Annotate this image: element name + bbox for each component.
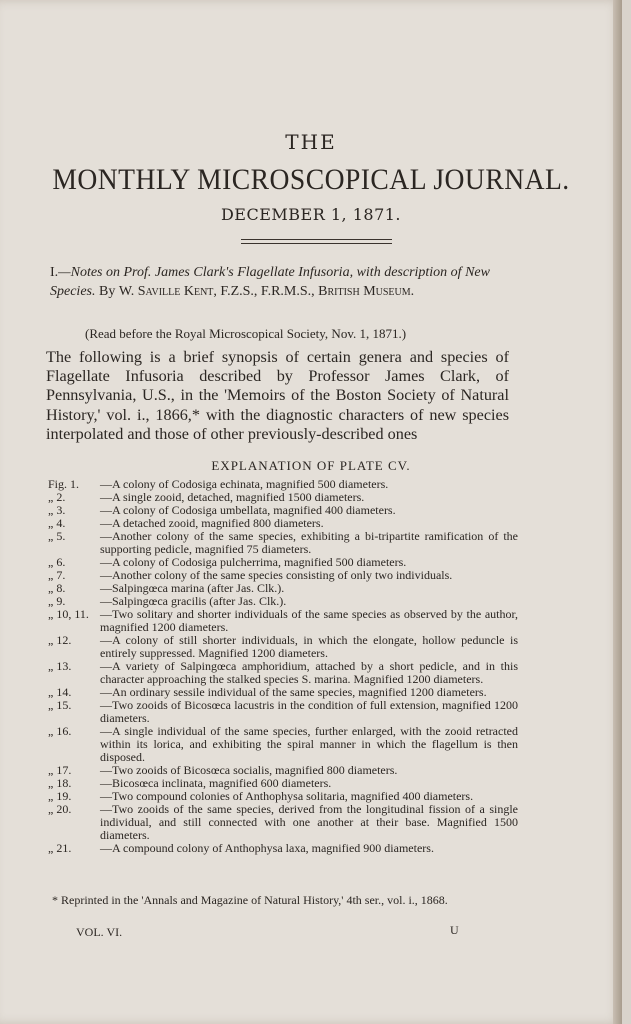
- figure-item: [48, 660, 518, 686]
- figure-item: [48, 803, 518, 842]
- figure-label: „ 19.: [48, 789, 72, 803]
- read-note: (Read before the Royal Microscopical Society, Nov. 1, 1871.): [85, 326, 407, 341]
- figure-list: [48, 478, 518, 855]
- figure-label: „ 8.: [48, 581, 66, 595]
- figure-item: [48, 634, 518, 660]
- figure-description: —A variety of Salpingœca amphoridium, attached by a short pedicle, and in this character approaching the stalked species S. marina. Magnified 1200 diameters.: [100, 659, 518, 686]
- article-author: W. Saville Kent, F.Z.S., F.R.M.S., British Museum.: [118, 284, 415, 299]
- figure-item: [48, 699, 518, 725]
- figure-description: —A colony of Codosiga echinata, magnified 500 diameters.: [100, 477, 389, 491]
- article-body: The following is a brief synopsis of certain genera and species of Flagellate Infusoria described by Professor James Clark, of Pennsylvania, U.S., in the 'Memoirs of the Boston Society of Natural History,' vol. i., 1866,* with the diagnostic characters of new species interpolated and those of other previously-described ones: [46, 348, 509, 443]
- figure-item: [48, 725, 518, 764]
- figure-label: „ 21.: [48, 841, 72, 855]
- figure-label: Fig. 1.: [48, 477, 80, 491]
- article-title: —Notes on Prof. James Clark's Flagellate Infusoria, with description of New Species.: [50, 265, 490, 299]
- figure-description: —Two solitary and shorter individuals of the same species as observed by the author, magnified 1200 diameters.: [100, 607, 518, 634]
- article-number: I.: [50, 265, 59, 280]
- figure-description: —A colony of still shorter individuals, in which the elongate, hollow peduncle is entirely suppressed. Magnified 1200 diameters.: [100, 633, 518, 660]
- figure-label: „ 5.: [48, 529, 66, 543]
- figure-label: „ 18.: [48, 776, 72, 790]
- figure-label: „ 9.: [48, 594, 66, 608]
- plate-heading: EXPLANATION OF PLATE CV.: [211, 458, 411, 473]
- journal-title: MONTHLY MICROSCOPICAL JOURNAL.: [52, 163, 570, 196]
- figure-label: „ 4.: [48, 516, 66, 530]
- figure-label: „ 10, 11.: [48, 607, 89, 621]
- figure-label: „ 6.: [48, 555, 66, 569]
- figure-label: „ 12.: [48, 633, 72, 647]
- figure-description: —Bicosœca inclinata, magnified 600 diameters.: [100, 776, 332, 790]
- issue-date: DECEMBER 1, 1871.: [220, 205, 402, 224]
- figure-item: [48, 608, 518, 634]
- figure-label: „ 14.: [48, 685, 72, 699]
- figure-label: „ 15.: [48, 698, 72, 712]
- figure-label: „ 17.: [48, 763, 72, 777]
- figure-label: „ 13.: [48, 659, 72, 673]
- figure-description: —Two zooids of Bicosœca lacustris in the condition of full extension, magnified 1200 diameters.: [100, 698, 518, 725]
- figure-label: „ 16.: [48, 724, 72, 738]
- figure-label: „ 7.: [48, 568, 66, 582]
- figure-description: —A compound colony of Anthophysa laxa, magnified 900 diameters.: [100, 841, 434, 855]
- footnote: * Reprinted in the 'Annals and Magazine of Natural History,' 4th ser., vol. i., 1868.: [52, 893, 448, 907]
- header-the: THE: [285, 130, 337, 154]
- figure-item: [48, 530, 518, 556]
- figure-description: —A colony of Codosiga umbellata, magnified 400 diameters.: [100, 503, 396, 517]
- article-by: By: [98, 284, 116, 299]
- figure-description: —Salpingœca marina (after Jas. Clk.).: [100, 581, 285, 595]
- figure-description: —Salpingœca gracilis (after Jas. Clk.).: [100, 594, 287, 608]
- figure-label: „ 3.: [48, 503, 66, 517]
- figure-description: —Another colony of the same species consisting of only two individuals.: [100, 568, 453, 582]
- figure-item: [48, 842, 518, 855]
- signature-mark: U: [450, 923, 459, 937]
- figure-description: —A detached zooid, magnified 800 diameters.: [100, 516, 324, 530]
- figure-label: „ 2.: [48, 490, 66, 504]
- figure-description: —An ordinary sessile individual of the same species, magnified 1200 diameters.: [100, 685, 487, 699]
- figure-description: —Two zooids of Bicosœca socialis, magnified 800 diameters.: [100, 763, 398, 777]
- figure-description: —Another colony of the same species, exhibiting a bi-tripartite ramification of the supporting pedicle, magnified 75 diameters.: [100, 529, 518, 556]
- figure-label: „ 20.: [48, 802, 72, 816]
- figure-description: —Two compound colonies of Anthophysa solitaria, magnified 400 diameters.: [100, 789, 474, 803]
- figure-description: —A colony of Codosiga pulcherrima, magnified 500 diameters.: [100, 555, 407, 569]
- figure-description: —A single individual of the same species, further enlarged, with the zooid retracted within its lorica, and exhibiting the spiral manner in which the flagellum is then disposed.: [100, 724, 518, 764]
- figure-description: —A single zooid, detached, magnified 1500 diameters.: [100, 490, 365, 504]
- article-title-block: [50, 263, 510, 301]
- volume-label: VOL. VI.: [76, 925, 123, 939]
- header-rule-bottom: [241, 243, 392, 244]
- header-rule-top: [241, 239, 392, 240]
- figure-description: —Two zooids of the same species, derived from the longitudinal fission of a single individual, and still connected with one another at their base. Magnified 1500 diameters.: [100, 802, 518, 842]
